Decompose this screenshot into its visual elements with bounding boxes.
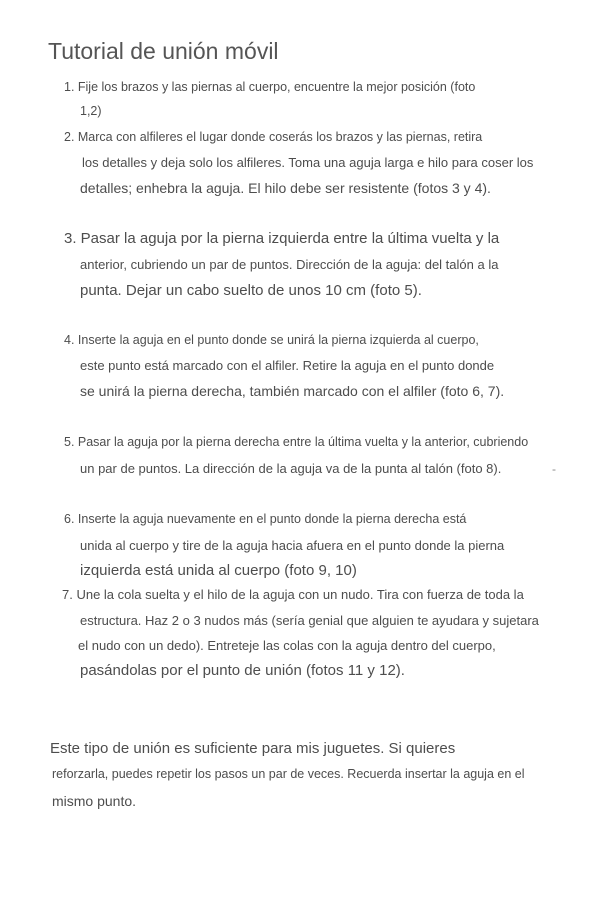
step-2-line-3: detalles; enhebra la aguja. El hilo debe ser resistente (fotos 3 y 4). <box>80 180 491 196</box>
step-2-line-2: los detalles y deja solo los alfileres. Toma una aguja larga e hilo para coser los <box>82 155 534 170</box>
step-7-line-3: el nudo con un dedo). Entreteje las colas con la aguja dentro del cuerpo, <box>78 638 496 653</box>
step-4-line-1: 4. Inserte la aguja en el punto donde se unirá la pierna izquierda al cuerpo, <box>64 333 479 347</box>
step-3-line-3: punta. Dejar un cabo suelto de unos 10 cm (foto 5). <box>80 282 422 299</box>
step-7-line-4: pasándolas por el punto de unión (fotos 11 y 12). <box>80 662 405 679</box>
step-3-line-2: anterior, cubriendo un par de puntos. Dirección de la aguja: del talón a la <box>80 257 499 272</box>
step-1-line-1: 1. Fije los brazos y las piernas al cuerpo, encuentre la mejor posición (foto <box>64 80 476 94</box>
step-4-line-2: este punto está marcado con el alfiler. Retire la aguja en el punto donde <box>80 358 495 373</box>
step-3-line-1: 3. Pasar la aguja por la pierna izquierda entre la última vuelta y la <box>64 230 500 247</box>
closing-line-3: mismo punto. <box>52 793 137 809</box>
step-1-line-2: 1,2) <box>80 104 102 118</box>
step-5-line-1: 5. Pasar la aguja por la pierna derecha entre la última vuelta y la anterior, cubriendo <box>64 435 529 449</box>
step-4-line-3: se unirá la pierna derecha, también marcado con el alfiler (foto 6, 7). <box>80 383 505 399</box>
closing-line-1: Este tipo de unión es suficiente para mis juguetes. Si quieres <box>50 740 456 757</box>
step-2-line-1: 2. Marca con alfileres el lugar donde coserás los brazos y las piernas, retira <box>64 130 483 144</box>
step-5-line-2: un par de puntos. La dirección de la aguja va de la punta al talón (foto 8). <box>80 461 502 476</box>
page-title: Tutorial de unión móvil <box>48 38 279 64</box>
step-6-line-1: 6. Inserte la aguja nuevamente en el punto donde la pierna derecha está <box>64 512 467 526</box>
step-6-line-3: izquierda está unida al cuerpo (foto 9, 10) <box>80 562 357 579</box>
closing-line-2: reforzarla, puedes repetir los pasos un par de veces. Recuerda insertar la aguja en el <box>52 767 525 781</box>
step-6-line-2: unida al cuerpo y tire de la aguja hacia afuera en el punto donde la pierna <box>80 538 505 553</box>
stray-dash-mark: - <box>552 462 556 476</box>
step-7-line-1: 7. Une la cola suelta y el hilo de la aguja con un nudo. Tira con fuerza de toda la <box>62 587 524 602</box>
step-7-line-2: estructura. Haz 2 o 3 nudos más (sería genial que alguien te ayudara y sujetara <box>80 613 539 628</box>
